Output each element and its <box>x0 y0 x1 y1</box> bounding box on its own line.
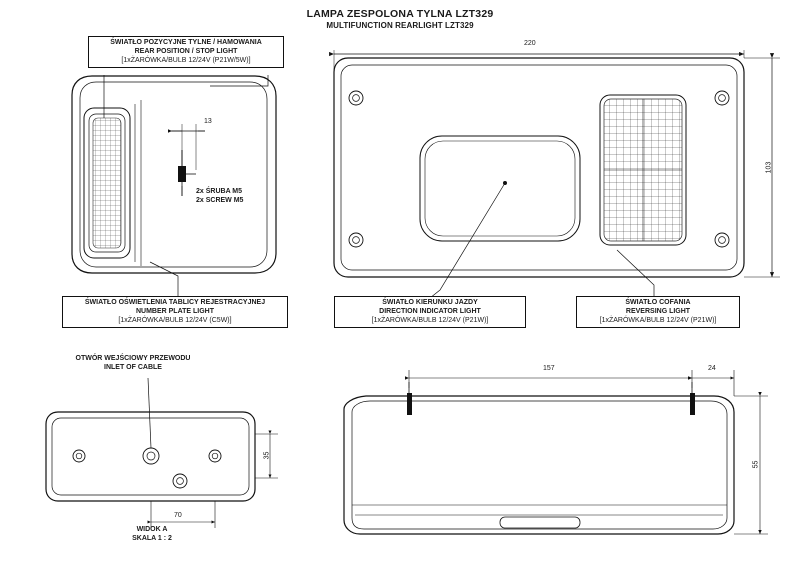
callout-cable-inlet <box>48 355 218 373</box>
callout-line-pl: ŚWIATŁO POZYCYJNE TYLNE / HAMOWANIA <box>110 39 262 46</box>
dim-label-bottom-end: 24 <box>708 365 716 372</box>
callout-line-en: INLET OF CABLE <box>104 363 162 371</box>
callout-rear-position-stop-light <box>88 36 284 68</box>
view-a-name: WIDOK A <box>136 526 168 533</box>
callout-direction-indicator-light <box>334 296 526 328</box>
callout-line-pl: OTWÓR WEJŚCIOWY PRZEWODU <box>75 355 191 362</box>
callout-screws <box>196 188 306 206</box>
callout-line-en: REVERSING LIGHT <box>625 307 691 315</box>
page-title: LAMPA ZESPOLONA TYLNA LZT329 <box>306 8 494 20</box>
callout-line-pl: ŚWIATŁO KIERUNKU JAZDY <box>382 299 478 306</box>
callout-line-bulb: [1xŻARÓWKA/BULB 12/24V (P21W)] <box>599 316 717 324</box>
view-a-scale: SKALA 1 : 2 <box>132 534 172 542</box>
dim-label-bottom-span: 157 <box>543 365 555 372</box>
callout-line-pl: ŚWIATŁO OŚWIETLENIA TABLICY REJESTRACYJNEJ <box>84 299 266 306</box>
callout-line-en: 2x SCREW M5 <box>196 196 244 204</box>
side-view-outline <box>72 76 276 273</box>
dim-right-height <box>744 58 780 277</box>
callout-line-pl: 2x ŚRUBA M5 <box>196 188 243 195</box>
callout-reversing-light <box>576 296 740 328</box>
callout-line-pl: ŚWIATŁO COFANIA <box>625 299 691 306</box>
callout-line-bulb: [1xŻARÓWKA/BULB 12/24V (C5W)] <box>118 316 232 324</box>
dim-label-bottom-height: 55 <box>752 460 760 469</box>
callout-line-en: NUMBER PLATE LIGHT <box>135 307 215 315</box>
callout-number-plate-light <box>62 296 288 328</box>
dim-label-side-depth: 13 <box>204 118 212 125</box>
label-view-a <box>112 526 192 544</box>
dim-label-right-height: 103 <box>765 161 773 174</box>
front-view-outline <box>334 58 744 277</box>
bottom-view-outline <box>344 382 734 534</box>
dim-label-view-a-height: 35 <box>263 451 271 460</box>
callout-line-bulb: [1xŻARÓWKA/BULB 12/24V (P21W/5W)] <box>121 56 251 64</box>
dim-label-view-a-width: 70 <box>174 512 182 519</box>
callout-line-en: REAR POSITION / STOP LIGHT <box>134 47 238 55</box>
page-subtitle: MULTIFUNCTION REARLIGHT LZT329 <box>326 21 474 30</box>
dim-label-top-width: 220 <box>524 40 536 47</box>
view-a-outline <box>46 412 255 501</box>
callout-line-en: DIRECTION INDICATOR LIGHT <box>379 307 481 315</box>
callout-line-bulb: [1xŻARÓWKA/BULB 12/24V (P21W)] <box>371 316 489 324</box>
